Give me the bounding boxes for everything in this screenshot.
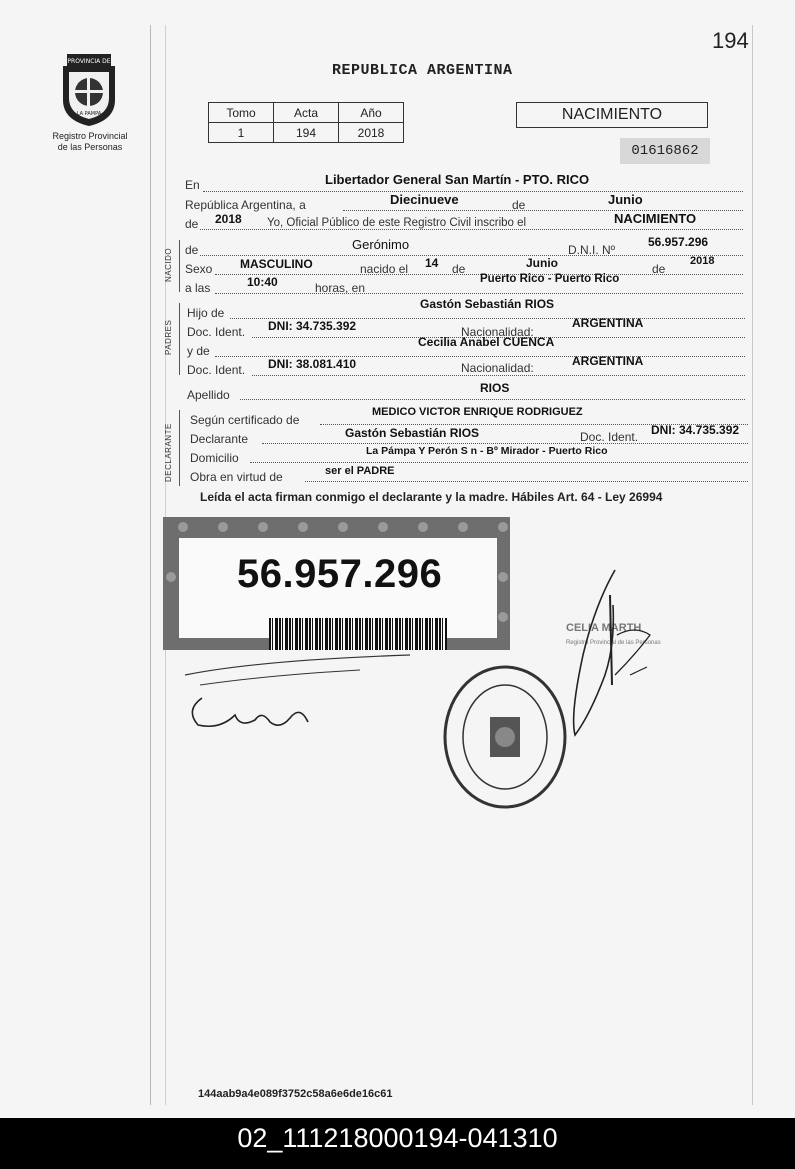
declarante-doc-value: DNI: 34.735.392 (651, 423, 740, 437)
section-line (179, 240, 180, 292)
mother-doc-value: DNI: 38.081.410 (268, 357, 357, 371)
inscribed-value: NACIMIENTO (614, 211, 697, 226)
nac-label-mother: Nacionalidad: (461, 361, 534, 375)
acta-header: Acta (274, 103, 339, 123)
serial-number: 01616862 (620, 138, 710, 164)
obra-label: Obra en virtud de (190, 470, 283, 484)
nac-label-father: Nacionalidad: (461, 325, 534, 339)
logo-caption-line1: Registro Provincial (52, 131, 128, 141)
yde-label: y de (187, 344, 210, 358)
logo-caption (40, 131, 140, 153)
declarante-label: Declarante (190, 432, 249, 446)
apellido-label: Apellido (187, 388, 230, 402)
dotted-line (250, 462, 748, 463)
de-label-2: de (185, 217, 199, 231)
stamp-inner (179, 538, 497, 638)
declarant-signature-icon (180, 650, 420, 750)
father-name-value: Gastón Sebastián RIOS (420, 297, 555, 311)
page-edge (752, 25, 753, 1105)
tomo-value: 1 (209, 123, 274, 143)
place-value: Libertador General San Martín - PTO. RICO (325, 172, 590, 187)
mother-nat-value: ARGENTINA (572, 354, 644, 368)
horas-label: horas, en (315, 281, 366, 295)
section-line (179, 410, 180, 486)
padres-section-label: PADRES (164, 319, 173, 355)
logo-caption-line2: de las Personas (57, 142, 123, 152)
father-doc-value: DNI: 34.735.392 (268, 319, 357, 333)
dotted-line (240, 399, 745, 400)
section-line (179, 303, 180, 375)
doc-label-father: Doc. Ident. (187, 325, 246, 339)
registry-seal-icon (440, 662, 570, 812)
dotted-line (200, 255, 743, 256)
registry-table (208, 102, 404, 143)
domicilio-label: Domicilio (190, 451, 239, 465)
birth-month-value: Junio (526, 256, 558, 270)
alas-label: a las (185, 281, 211, 295)
dotted-line (215, 293, 743, 294)
declarante-section-label: DECLARANTE (164, 423, 173, 482)
officer-signature-icon (555, 565, 665, 745)
emblem-top-text: PROVINCIA DE (67, 58, 111, 65)
sexo-value: MASCULINO (240, 257, 313, 271)
officer-title: Registro Provincial de las Personas (566, 640, 661, 646)
child-name-value: Gerónimo (352, 237, 410, 252)
doc-label-mother: Doc. Ident. (187, 363, 246, 377)
acta-type-box: NACIMIENTO (516, 102, 708, 128)
father-nat-value: ARGENTINA (572, 316, 644, 330)
document-hash: 144aab9a4e089f3752c58a6e6de16c61 (198, 1088, 393, 1100)
day-text-value: Diecinueve (390, 192, 459, 207)
republica-label: República Argentina, a (185, 198, 306, 212)
dotted-line (305, 481, 748, 482)
anio-value: 2018 (339, 123, 404, 143)
dni-stamp (163, 517, 510, 650)
barcode-icon (269, 618, 447, 650)
doc-label-declarante: Doc. Ident. (580, 430, 639, 444)
child-dni-value: 56.957.296 (648, 235, 709, 249)
nacido-el-label: nacido el (360, 262, 409, 276)
page-number: 194 (712, 28, 749, 53)
document-title: REPUBLICA ARGENTINA (332, 62, 513, 79)
cert-value: MEDICO VICTOR ENRIQUE RODRIGUEZ (372, 406, 583, 418)
dni-label: D.N.I. Nº (568, 243, 616, 257)
cert-label: Según certificado de (190, 413, 300, 427)
year-value: 2018 (215, 212, 242, 226)
mother-name-value: Cecilia Anabel CUENCA (418, 335, 555, 349)
domicilio-value: La Pámpa Y Perón S n - Bº Mirador - Puerto Rico (366, 445, 608, 457)
acta-value: 194 (274, 123, 339, 143)
birth-place-value: Puerto Rico - Puerto Rico (480, 273, 620, 285)
month-value: Junio (608, 192, 643, 207)
margin-line (150, 25, 151, 1105)
tomo-header: Tomo (209, 103, 274, 123)
de-label-birth-2: de (652, 262, 666, 276)
dotted-line (203, 191, 743, 192)
nacido-section-label: NACIDO (164, 247, 173, 282)
en-label: En (185, 178, 200, 192)
oficial-label: Yo, Oficial Público de este Registro Civil inscribo el (267, 217, 527, 229)
birth-year-value: 2018 (690, 255, 715, 267)
obra-value: ser el PADRE (325, 465, 395, 477)
closing-text: Leída el acta firman conmigo el declarante y la madre. Hábiles Art. 64 - Ley 26994 (200, 490, 663, 504)
dotted-line (200, 229, 743, 230)
de-label-birth: de (452, 262, 466, 276)
dotted-line (252, 375, 745, 376)
birth-day-value: 14 (425, 256, 439, 270)
stamp-dni-number: 56.957.296 (237, 552, 443, 596)
declarante-value: Gastón Sebastián RIOS (345, 426, 480, 440)
sexo-label: Sexo (185, 262, 213, 276)
dotted-line (262, 443, 748, 444)
time-value: 10:40 (247, 275, 278, 289)
de-label-nacido: de (185, 243, 199, 257)
province-emblem-icon (57, 52, 121, 128)
hijo-label: Hijo de (187, 306, 225, 320)
de-label: de (512, 198, 526, 212)
footer-id: 02_111218000194-041310 (237, 1123, 558, 1153)
apellido-value: RIOS (480, 381, 510, 395)
officer-name: CELIA MARTH (566, 622, 642, 634)
emblem-bottom-text: LA PAMPA (76, 111, 102, 117)
anio-header: Año (339, 103, 404, 123)
